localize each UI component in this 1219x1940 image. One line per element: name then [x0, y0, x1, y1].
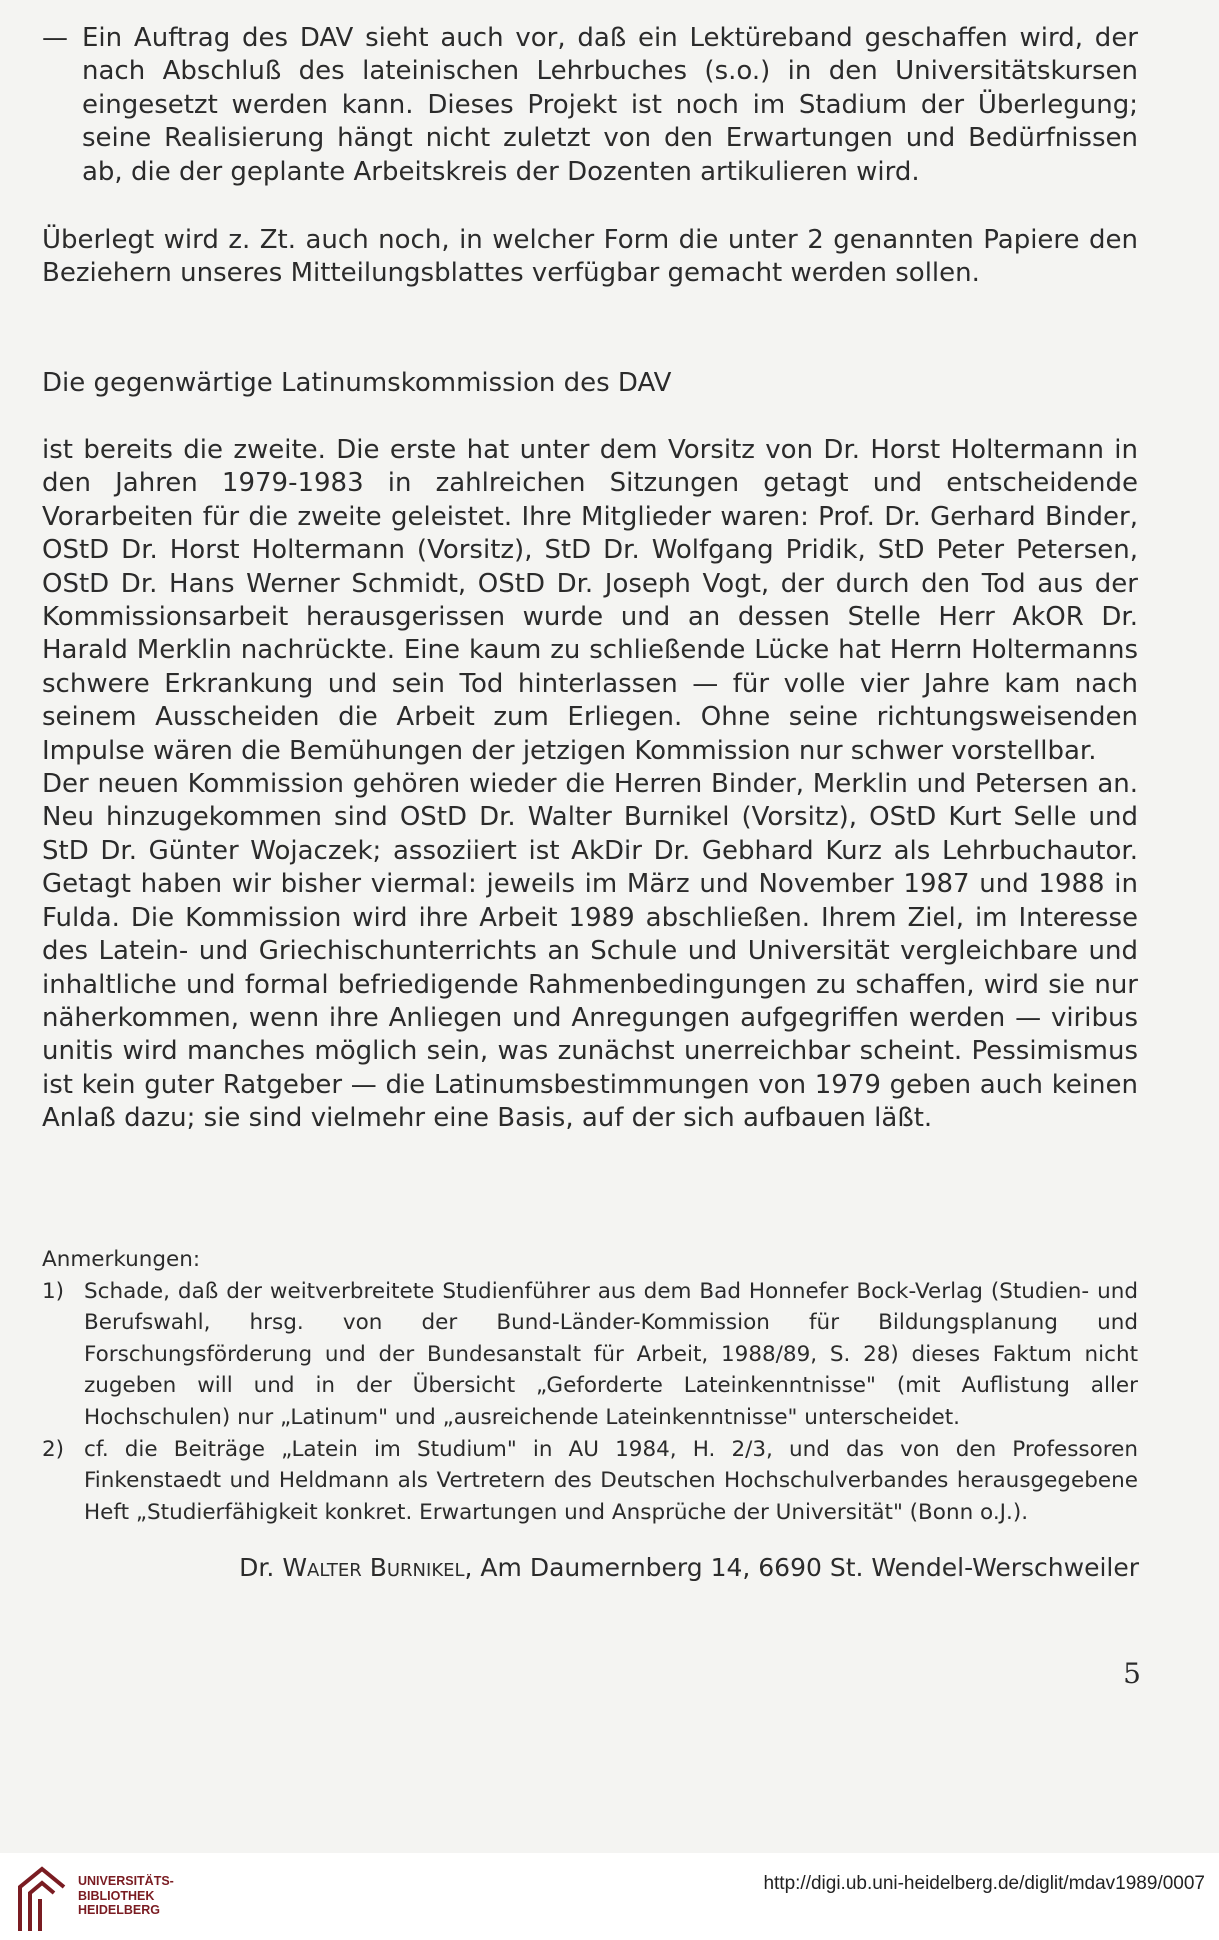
source-url[interactable]: http://digi.ub.uni-heidelberg.de/diglit/mdav1989/0007 — [763, 1873, 1205, 1894]
author-address: , Am Daumernberg 14, 6690 St. Wendel-Werschweiler — [464, 1553, 1139, 1582]
intro-dash: — — [42, 23, 68, 53]
library-name — [78, 1874, 174, 1918]
section-heading: Die gegenwärtige Latinumskommission des DAV — [42, 368, 672, 398]
library-line-2: BIBLIOTHEK — [78, 1888, 155, 1903]
intro-item — [42, 22, 1138, 189]
library-line-1: UNIVERSITÄTS- — [78, 1874, 174, 1888]
note-text: Schade, daß der weitverbreitete Studienführer aus dem Bad Honnefer Bock-Verlag (Studien- und Berufswahl, hrsg. von der Bund-Länder-Kommission für Bildungsplanung und Forschungsförderung und der Bundesanstalt für Arbeit, 1988/89, S. 28) dieses Faktum nicht zugeben will und in der Übersicht „Geforderte Lateinkenntnisse" (mit Auflistung aller Hochschulen) nur „Latinum" und „ausreichende Lateinkenntnisse" unterscheidet. — [84, 1278, 1138, 1430]
heidelberg-library-logo-icon — [12, 1861, 72, 1933]
library-line-3: HEIDELBERG — [78, 1903, 160, 1917]
note-item — [42, 1276, 1138, 1434]
library-footer — [0, 1853, 1219, 1940]
paragraph-2: ist bereits die zweite. Die erste hat unter dem Vorsitz von Dr. Horst Holtermann in den Jahren 1979-1983 in zahlreichen Sitzungen getagt und entscheidende Vorarbeiten für die zweite geleistet. Ihre Mitglieder waren: Prof. Dr. Gerhard Binder, OStD Dr. Horst Holtermann (Vorsitz), StD Dr. Wolfgang Pridik, StD Peter Petersen, OStD Dr. Hans Werner Schmidt, OStD Dr. Joseph Vogt, der durch den Tod aus der Kommissionsarbeit herausgerissen wurde und an dessen Stelle Herr AkOR Dr. Harald Merklin nachrückte. Eine kaum zu schließende Lücke hat Herrn Holtermanns schwere Erkrankung und sein Tod hinterlassen — für volle vier Jahre kam nach seinem Ausscheiden die Arbeit zum Erliegen. Ohne seine richtungsweisenden Impulse wären die Bemühungen der jetzigen Kommission nur schwer vorstellbar. — [42, 435, 1138, 766]
author-name: Walter Burnikel — [282, 1553, 465, 1582]
section-heading-block — [42, 367, 1138, 400]
author-signature — [239, 1552, 1139, 1584]
intro-text: Ein Auftrag des DAV sieht auch vor, daß ein Lektüreband geschaffen wird, der nach Abschluß des lateinischen Lehrbuches (s.o.) in den Universitätskursen eingesetzt werden kann. Dieses Projekt ist noch im Stadium der Überlegung; seine Realisierung hängt nicht zuletzt von den Erwartungen und Bedürfnissen ab, die der geplante Arbeitskreis der Dozenten artikulieren wird. — [82, 23, 1138, 187]
notes-section — [42, 1244, 1138, 1528]
note-number: 1) — [42, 1278, 65, 1304]
note-item — [42, 1434, 1138, 1529]
note-number: 2) — [42, 1436, 65, 1462]
paragraph-2-block — [42, 434, 1138, 1136]
author-title: Dr. — [239, 1553, 275, 1582]
paragraph-1: Überlegt wird z. Zt. auch noch, in welcher Form die unter 2 genannten Papiere den Beziehern unseres Mitteilungsblattes verfügbar gemacht werden sollen. — [42, 225, 1138, 289]
note-text: cf. die Beiträge „Latein im Studium" in AU 1984, H. 2/3, und das von den Professoren Finkenstaedt und Heldmann als Vertretern des Deutschen Hochschulverbandes herausgegebene Heft „Studierfähigkeit konkret. Erwartungen und Ansprüche der Universität" (Bonn o.J.). — [84, 1436, 1138, 1525]
paragraph-3: Der neuen Kommission gehören wieder die Herren Binder, Merklin und Petersen an. Neu hinzugekommen sind OStD Dr. Walter Burnikel (Vorsitz), OStD Kurt Selle und StD Dr. Günter Wojaczek; assoziiert ist AkDir Dr. Gebhard Kurz als Lehrbuchautor. Getagt haben wir bisher viermal: jeweils im März und November 1987 und 1988 in Fulda. Die Kommission wird ihre Arbeit 1989 abschließen. Ihrem Ziel, im Interesse des Latein- und Griechischunterrichts an Schule und Universität vergleichbare und inhaltliche und formal befriedigende Rahmenbedingungen zu schaffen, wird sie nur näherkommen, wenn ihre Anliegen und Anregungen aufgegriffen werden — viribus unitis wird manches möglich sein, was zunächst unerreichbar scheint. Pessimismus ist kein guter Ratgeber — die Latinumsbestimmungen von 1979 geben auch keinen Anlaß dazu; sie sind vielmehr eine Basis, auf der sich aufbauen läßt. — [42, 769, 1138, 1134]
notes-heading: Anmerkungen: — [42, 1247, 201, 1272]
paragraph-1-block — [42, 224, 1138, 291]
page-number: 5 — [1123, 1657, 1141, 1690]
